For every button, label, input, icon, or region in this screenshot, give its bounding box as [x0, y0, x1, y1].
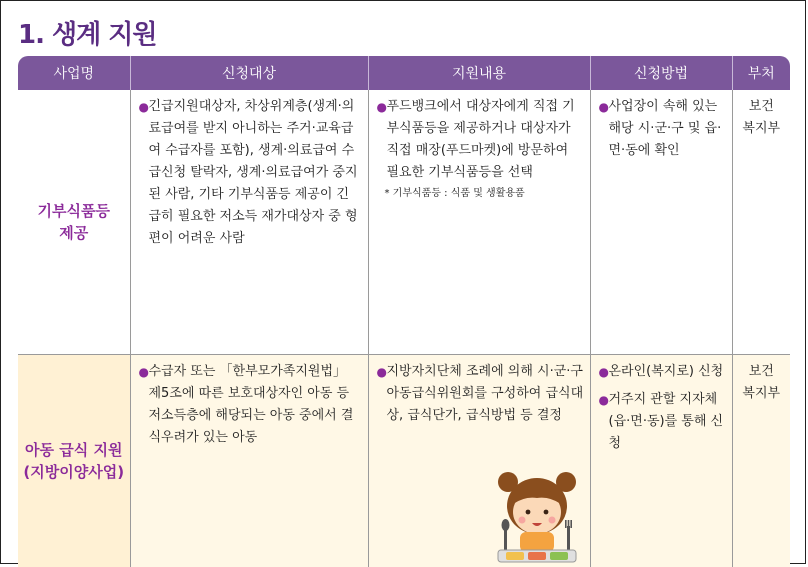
content-item: [377, 96, 584, 184]
content-text: 푸드뱅크에서 대상자에게 직접 기부식품등을 제공하거나 대상자가 직접 매장(푸드마켓)에 방문하여 필요한 기부식품등을 선택: [387, 99, 575, 180]
table-row: [18, 355, 790, 567]
method-text: 거주지 관할 지자체(읍·면·동)를 통해 신청: [609, 392, 724, 451]
program-name-cell: [18, 90, 130, 355]
bullet-dot-icon: ●: [377, 361, 387, 383]
target-text: 수급자 또는 「한부모가족지원법」 제5조에 따른 보호대상자인 아동 등 저소득층에 해당되는 아동 중에서 결식우려가 있는 아동: [149, 364, 354, 445]
program-name-line2: (지방이양사업): [22, 461, 126, 483]
method-text: 사업장이 속해 있는 해당 시·군·구 및 읍·면·동에 확인: [609, 99, 722, 158]
col-header-target: 신청대상: [130, 56, 368, 90]
section-heading: 1. 생계 지원: [18, 14, 157, 51]
content-item: [377, 361, 584, 427]
dept-line: 보건: [735, 96, 789, 118]
program-name-line2: 제공: [22, 222, 126, 244]
bullet-dot-icon: ●: [599, 361, 609, 383]
bullet-dot-icon: ●: [377, 96, 387, 118]
program-name: 아동 급식 지원: [22, 439, 126, 461]
method-item: [599, 96, 726, 162]
content-cell: [368, 90, 590, 355]
target-cell: [130, 90, 368, 355]
support-table: [18, 56, 790, 567]
content-note: * 기부식품등 : 식품 및 생활용품: [377, 186, 584, 202]
dept-line: 보건: [735, 361, 789, 383]
bullet-dot-icon: ●: [139, 96, 149, 118]
method-text: 온라인(복지로) 신청: [609, 364, 724, 379]
method-item: [599, 389, 726, 455]
target-item: [139, 96, 362, 250]
program-name-cell: [18, 355, 130, 567]
dept-cell: [732, 355, 790, 567]
program-name: 기부식품등: [22, 200, 126, 222]
target-text: 긴급지원대상자, 차상위계층(생계·의료급여를 받지 아니하는 주거·교육급여 수급자를 포함), 생계·의료급여 수급신청 탈락자, 생계·의료급여가 중지된 사람, 기타 기부식품등 제공이 긴급히 필요한 저소득 재가대상자 중 형편이 어려운 사람: [149, 99, 358, 246]
table-header-row: [18, 56, 790, 90]
method-cell: [590, 355, 732, 567]
col-header-method: 신청방법: [590, 56, 732, 90]
col-header-dept: 부처: [732, 56, 790, 90]
method-item: [599, 361, 726, 383]
dept-line: 복지부: [735, 118, 789, 140]
bullet-dot-icon: ●: [139, 361, 149, 383]
bullet-dot-icon: ●: [599, 96, 609, 118]
bullet-dot-icon: ●: [599, 389, 609, 411]
child-eating-icon: [494, 468, 580, 564]
dept-line: 복지부: [735, 383, 789, 405]
dept-cell: [732, 90, 790, 355]
col-header-name: 사업명: [18, 56, 130, 90]
col-header-content: 지원내용: [368, 56, 590, 90]
content-text: 지방자치단체 조례에 의해 시·군·구 아동급식위원회를 구성하여 급식대상, 급식단가, 급식방법 등 결정: [387, 364, 584, 423]
method-cell: [590, 90, 732, 355]
table-row: [18, 90, 790, 355]
target-cell: [130, 355, 368, 567]
target-item: [139, 361, 362, 449]
